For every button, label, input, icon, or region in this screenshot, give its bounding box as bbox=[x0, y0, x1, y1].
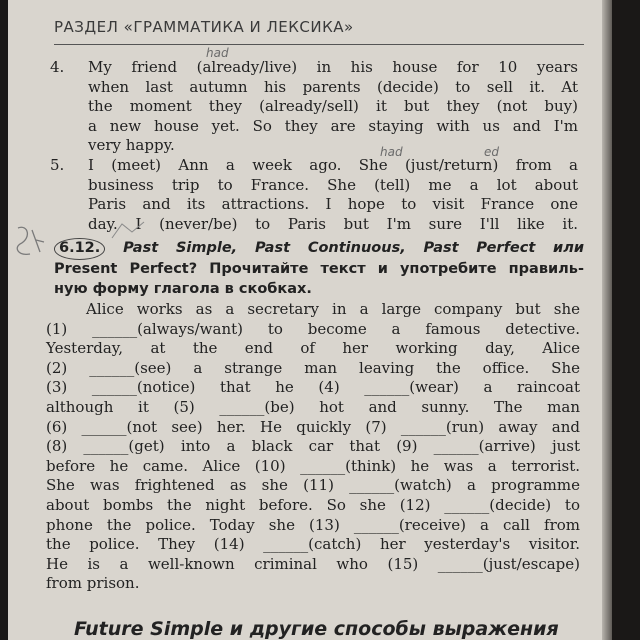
text-line: the police. They (14) ______(catch) her yesterday's visitor. bbox=[46, 535, 580, 554]
pencil-note: ed bbox=[484, 145, 499, 159]
section-header: РАЗДЕЛ «ГРАММАТИКА И ЛЕКСИКА» bbox=[54, 18, 354, 36]
text-line: Yesterday, at the end of her working day, Alice bbox=[46, 339, 580, 358]
textbook-page bbox=[8, 0, 612, 640]
text-line: (6) ______(not see) her. He quickly (7) ______(run) away and bbox=[46, 417, 580, 436]
item-line: when last autumn his parents (decide) to sell it. At bbox=[88, 77, 578, 96]
item-line: I (meet) Ann a week ago. She (just/return) from a bbox=[88, 156, 578, 174]
text-line: (8) ______(get) into a black car that (9) ______(arrive) just bbox=[46, 437, 580, 456]
text-line: (3) ______(notice) that he (4) ______(wear) a raincoat bbox=[46, 378, 580, 397]
text-line: He is a well-known criminal who (15) ______(just/escape) bbox=[46, 554, 580, 573]
item-number: 4. bbox=[50, 58, 65, 76]
header-divider bbox=[54, 44, 584, 45]
text-line: She was frightened as she (11) ______(watch) a programme bbox=[46, 476, 580, 495]
page-edge-shadow bbox=[602, 0, 612, 640]
text-line: (1) ______(always/want) to become a famous detective. bbox=[46, 319, 580, 338]
exercise-heading bbox=[54, 238, 584, 299]
item-line: business trip to France. She (tell) me a lot about bbox=[88, 175, 578, 194]
item-line: day. I (never/be) to Paris but I'm sure I'll like it. bbox=[88, 214, 578, 233]
text-line: before he came. Alice (10) ______(think) he was a terrorist. bbox=[46, 456, 580, 475]
exercise-number: 6.12. bbox=[54, 238, 105, 260]
exercise-item-4 bbox=[50, 58, 578, 156]
exercise-title-line: Past Simple, Past Continuous, Past Perfect или bbox=[123, 240, 584, 256]
exercise-title-line: Present Perfect? Прочитайте текст и употребите правиль- bbox=[54, 260, 584, 277]
pencil-mark-icon bbox=[108, 218, 148, 244]
exercise-text bbox=[46, 300, 580, 594]
exercise-item-5 bbox=[50, 156, 578, 234]
item-line: the moment they (already/sell) it but they (not buy) bbox=[88, 97, 578, 116]
text-line: although it (5) ______(be) hot and sunny. The man bbox=[46, 397, 580, 416]
text-line: (2) ______(see) a strange man leaving the office. She bbox=[46, 358, 580, 377]
pencil-note: had bbox=[380, 145, 403, 159]
text-line: phone the police. Today she (13) ______(receive) a call from bbox=[46, 515, 580, 534]
item-line: My friend (already/live) in his house for 10 years bbox=[88, 58, 578, 76]
pencil-note: had bbox=[206, 46, 229, 60]
text-line: from prison. bbox=[46, 574, 140, 593]
pencil-scribble-icon bbox=[10, 222, 46, 262]
item-number: 5. bbox=[50, 156, 65, 174]
item-line: Paris and its attractions. I hope to visit France one bbox=[88, 195, 578, 214]
next-section-title: Future Simple и другие способы выражения bbox=[74, 618, 559, 640]
item-line: very happy. bbox=[88, 136, 175, 155]
exercise-title-line: ную форму глагола в скобках. bbox=[54, 280, 312, 297]
text-line: about bombs the night before. So she (12) ______(decide) to bbox=[46, 495, 580, 514]
text-line: Alice works as a secretary in a large company but she bbox=[86, 300, 580, 318]
item-line: a new house yet. So they are staying with us and I'm bbox=[88, 116, 578, 135]
